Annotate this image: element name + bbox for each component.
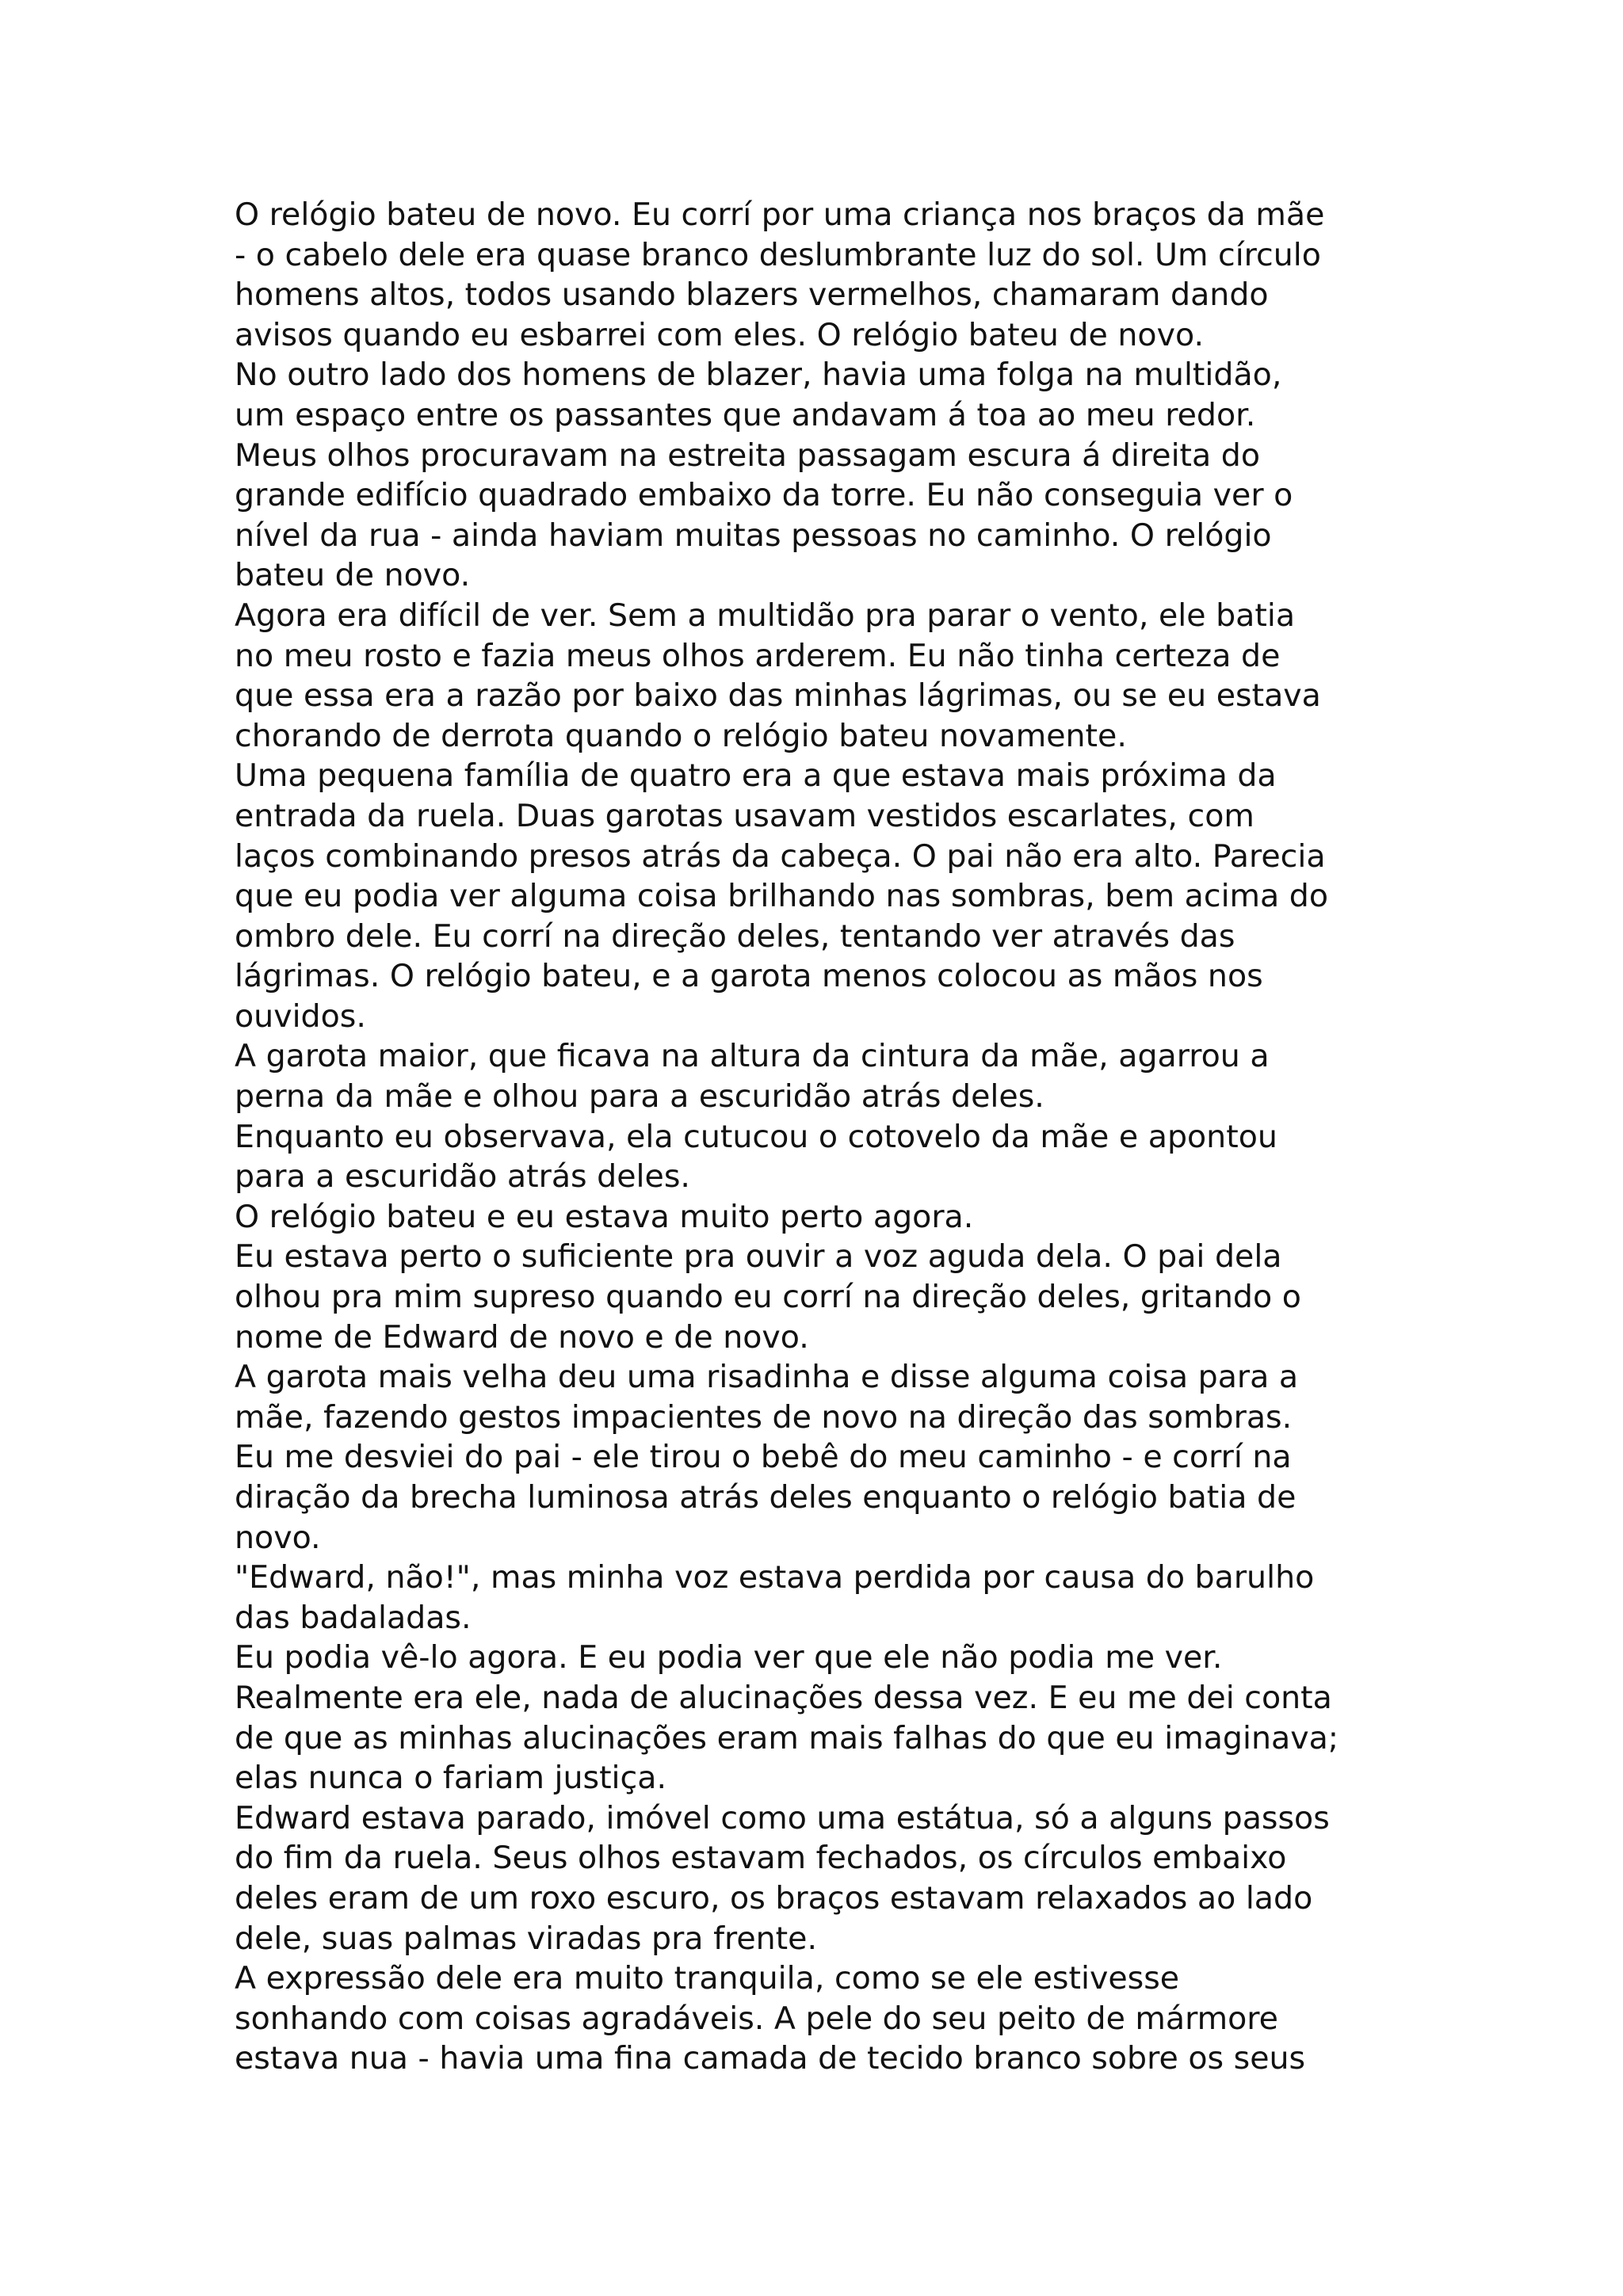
text-line: Uma pequena família de quatro era a que estava mais próxima da (235, 757, 1277, 795)
text-line: - o cabelo dele era quase branco deslumbrante luz do sol. Um círculo (235, 236, 1321, 273)
text-line: A garota mais velha deu uma risadinha e disse alguma coisa para a (235, 1359, 1299, 1396)
text-line: A expressão dele era muito tranquila, como se ele estivesse (235, 1960, 1180, 1997)
text-line: perna da mãe e olhou para a escuridão atrás deles. (235, 1078, 1044, 1116)
text-line: homens altos, todos usando blazers vermelhos, chamaram dando (235, 277, 1269, 314)
text-line: A garota maior, que ficava na altura da cintura da mãe, agarrou a (235, 1038, 1270, 1075)
text-line: ouvidos. (235, 997, 366, 1035)
text-line: Eu estava perto o suficiente pra ouvir a voz aguda dela. O pai dela (235, 1238, 1282, 1276)
text-line: elas nunca o fariam justiça. (235, 1760, 667, 1797)
text-line: deles eram de um roxo escuro, os braços estavam relaxados ao lado (235, 1879, 1313, 1917)
text-line: no meu rosto e fazia meus olhos arderem. Eu não tinha certeza de (235, 637, 1281, 674)
text-line: Realmente era ele, nada de alucinações dessa vez. E eu me dei conta (235, 1679, 1332, 1716)
text-line: de que as minhas alucinações eram mais falhas do que eu imaginava; (235, 1719, 1339, 1756)
text-line: das badaladas. (235, 1599, 472, 1636)
body-text (235, 195, 1423, 2079)
text-line: Meus olhos procuravam na estreita passagam escura á direita do (235, 437, 1261, 474)
text-line: O relógio bateu e eu estava muito perto agora. (235, 1198, 974, 1235)
text-line: ombro dele. Eu corrí na direção deles, tentando ver através das (235, 917, 1235, 955)
text-line: Enquanto eu observava, ela cutucou o cotovelo da mãe e apontou (235, 1118, 1277, 1155)
text-line: O relógio bateu de novo. Eu corrí por uma criança nos braços da mãe (235, 196, 1325, 233)
text-line: lágrimas. O relógio bateu, e a garota menos colocou as mãos nos (235, 958, 1263, 995)
text-line: que eu podia ver alguma coisa brilhando nas sombras, bem acima do (235, 878, 1329, 915)
text-line: Eu me desviei do pai - ele tirou o bebê do meu caminho - e corrí na (235, 1439, 1292, 1476)
text-line: novo. (235, 1519, 321, 1556)
text-line: que essa era a razão por baixo das minhas lágrimas, ou se eu estava (235, 677, 1321, 715)
text-line: Edward estava parado, imóvel como uma estátua, só a alguns passos (235, 1799, 1330, 1836)
text-line: olhou pra mim supreso quando eu corrí na direção deles, gritando o (235, 1279, 1301, 1316)
text-line: chorando de derrota quando o relógio bateu novamente. (235, 717, 1127, 754)
text-line: nome de Edward de novo e de novo. (235, 1318, 809, 1356)
text-line: bateu de novo. (235, 557, 471, 594)
text-line: estava nua - havia uma fina camada de tecido branco sobre os seus (235, 2040, 1306, 2077)
text-line: entrada da ruela. Duas garotas usavam vestidos escarlates, com (235, 797, 1254, 834)
text-line: para a escuridão atrás deles. (235, 1158, 690, 1196)
text-line: No outro lado dos homens de blazer, havia uma folga na multidão, (235, 357, 1282, 394)
text-line: sonhando com coisas agradáveis. A pele do seu peito de mármore (235, 2000, 1278, 2037)
text-line: mãe, fazendo gestos impacientes de novo na direção das sombras. (235, 1398, 1293, 1436)
text-line: grande edifício quadrado embaixo da torre. Eu não conseguia ver o (235, 477, 1293, 514)
text-line: laços combinando presos atrás da cabeça. O pai não era alto. Parecia (235, 837, 1326, 875)
text-line: nível da rua - ainda haviam muitas pessoas no caminho. O relógio (235, 517, 1272, 554)
text-line: dele, suas palmas viradas pra frente. (235, 1920, 818, 1957)
text-line: do fim da ruela. Seus olhos estavam fechados, os círculos embaixo (235, 1840, 1287, 1877)
text-line: Eu podia vê-lo agora. E eu podia ver que ele não podia me ver. (235, 1639, 1223, 1676)
text-line: Agora era difícil de ver. Sem a multidão pra parar o vento, ele batia (235, 597, 1296, 634)
text-line: avisos quando eu esbarrei com eles. O relógio bateu de novo. (235, 316, 1204, 353)
text-line: um espaço entre os passantes que andavam á toa ao meu redor. (235, 396, 1256, 433)
text-line: "Edward, não!", mas minha voz estava perdida por causa do barulho (235, 1559, 1315, 1596)
text-line: diração da brecha luminosa atrás deles enquanto o relógio batia de (235, 1479, 1296, 1516)
